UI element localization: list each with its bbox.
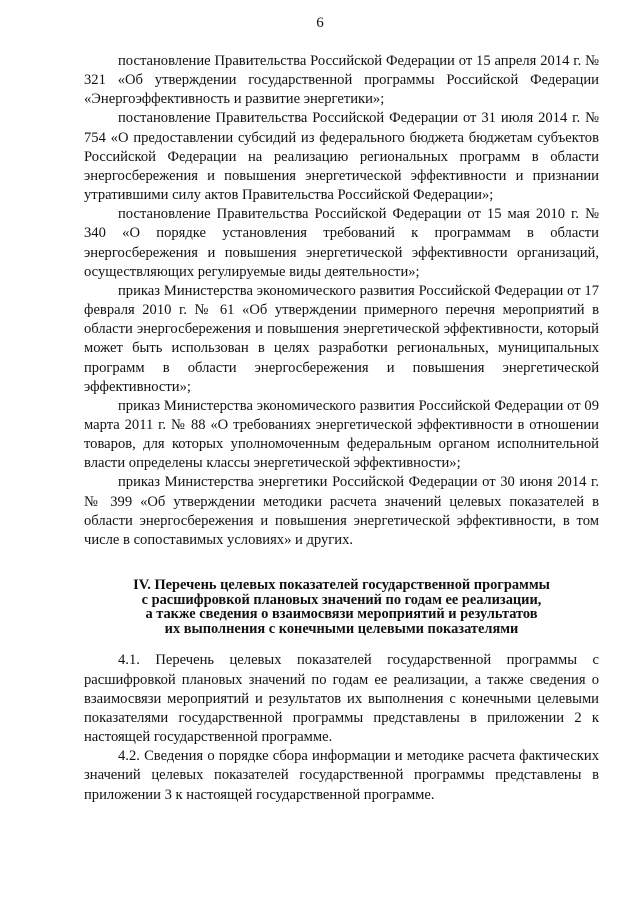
paragraph-4-2: 4.2. Сведения о порядке сбора информации и методике расчета фактических значений целевых показателей государственной программы представлены в приложении 3 к настоящей государственной программе. — [84, 748, 599, 803]
section-heading-line: а также сведения о взаимосвязи мероприятий и результатов — [145, 606, 538, 623]
section-heading-line: их выполнения с конечными целевыми показателями — [164, 620, 519, 637]
paragraph-order-399: приказ Министерства энергетики Российской Федерации от 30 июня 2014 г. № 399 «Об утверждении методики расчета значений целевых показателей в области энергосбережения и повышения энергетической эффективности, в том числе в сопоставимых условиях» и других. — [84, 474, 599, 548]
paragraph-order-61: приказ Министерства экономического развития Российской Федерации от 17 февраля 2010 г. № 61 «Об утверждении примерного перечня мероприятий в области энергосбережения и повышения энергетической эффективности, который может быть использован в целях разработки региональных, муниципальных программ в области энергосбережения и повышения энергетической эффективности»; — [84, 282, 599, 395]
paragraph-resolution-340: постановление Правительства Российской Федерации от 15 мая 2010 г. № 340 «О порядке установления требований к программам в области энергосбережения и повышения энергетической эффективности организаций, осуществляющих регулируемые виды деятельности»; — [84, 206, 599, 280]
section-heading-line: с расшифровкой плановых значений по годам ее реализации, — [141, 591, 542, 608]
page-number: 6 — [316, 15, 324, 31]
document-body — [84, 52, 599, 805]
section-heading-line: IV. Перечень целевых показателей государственной программы — [133, 577, 550, 594]
paragraph-resolution-754: постановление Правительства Российской Федерации от 31 июля 2014 г. № 754 «О предоставлении субсидий из федерального бюджета бюджетам субъектов Российской Федерации на реализацию региональных программ в области энергосбережения и повышения энергетической эффективности и признании утратившими силу актов Правительства Российской Федерации»; — [84, 110, 599, 204]
paragraph-order-88: приказ Министерства экономического развития Российской Федерации от 09 марта 2011 г. № 88 «О требованиях энергетической эффективности в отношении товаров, для которых уполномоченным федеральным органом исполнительной власти определены классы энергетической эффективности»; — [84, 397, 599, 472]
section-heading — [84, 578, 599, 636]
paragraph-4-1: 4.1. Перечень целевых показателей государственной программы с расшифровкой плановых значений по годам ее реализации, а также сведения о взаимосвязи мероприятий и результатов их выполнения с конечными целевыми показателями государственной программы представлены в приложении 2 к настоящей государственной программе. — [84, 652, 599, 746]
paragraph-resolution-321: постановление Правительства Российской Федерации от 15 апреля 2014 г. № 321 «Об утверждении государственной программы Российской Федерации «Энергоэффективность и развитие энергетики»; — [84, 53, 599, 108]
